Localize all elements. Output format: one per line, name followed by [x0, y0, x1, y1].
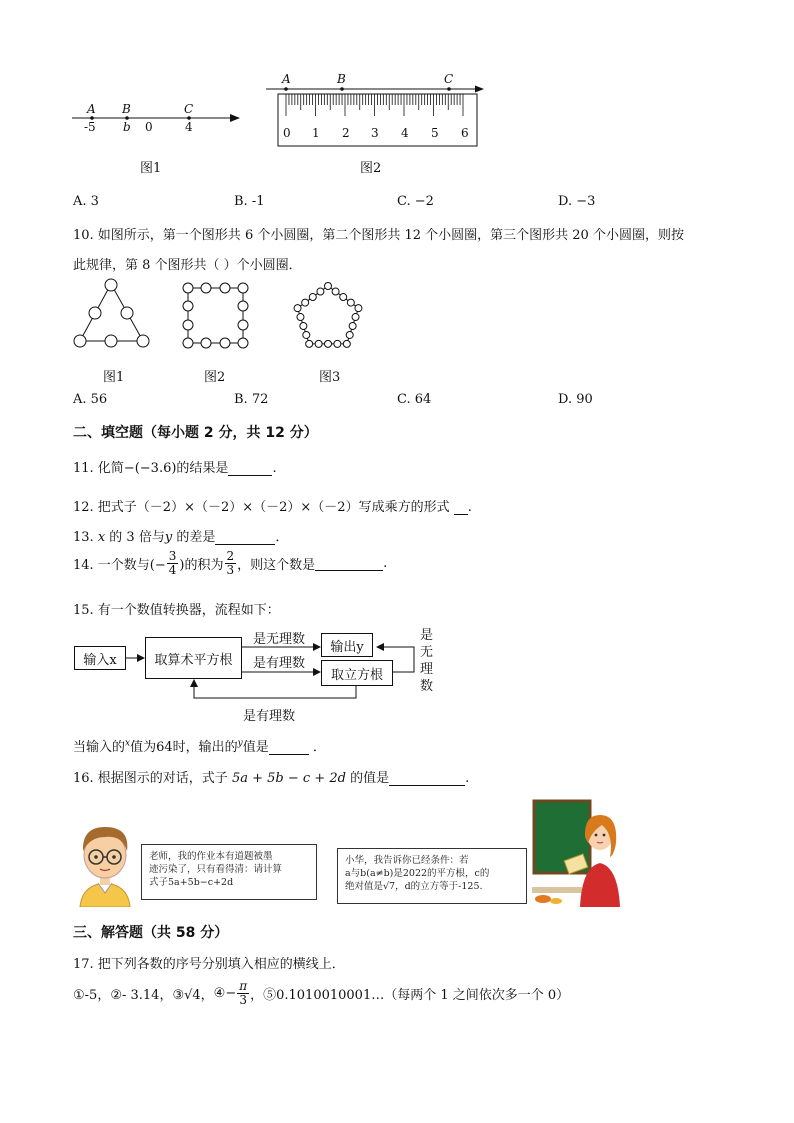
q10-caption-2: 图2	[204, 370, 226, 385]
q13-answer-blank[interactable]	[215, 531, 275, 545]
q13-var-x: x	[97, 530, 106, 545]
pentagon-circle	[347, 299, 354, 306]
question-13	[73, 526, 288, 545]
question-16: 16. 根据图示的对话，式子 5a + 5b − c + 2d 的值是 .	[73, 771, 470, 786]
pentagon-circle	[294, 305, 301, 312]
pentagon-circle	[303, 331, 310, 338]
q15-box-sqrt: 取算术平方根	[145, 637, 242, 679]
pentagon-circle	[306, 340, 313, 347]
q14-end: .	[383, 556, 388, 571]
q17-item-4: ④−	[213, 986, 237, 1001]
q11-expression: −(−3.6)	[123, 461, 177, 476]
pentagon-circle	[317, 288, 324, 295]
pentagon-circle	[325, 283, 332, 290]
fig1-label-c: C	[184, 102, 194, 116]
q15-title: 15. 有一个数值转换器，流程如下：	[73, 603, 280, 618]
pentagon-circle	[343, 340, 350, 347]
q10-figure-pentagon	[288, 280, 368, 354]
q10-caption-3: 图3	[319, 370, 341, 385]
fig1-label-a: A	[87, 102, 96, 116]
fig1-tick-four: 4	[185, 120, 193, 134]
pentagon-circle	[340, 294, 347, 301]
q9-option-c: C. −2	[397, 194, 434, 209]
teacher-illustration	[530, 795, 622, 907]
pentagon-circle	[346, 331, 353, 338]
q15-label-rational: 是有理数	[253, 656, 306, 671]
section-3-title: 三、解答题（共 58 分）	[73, 925, 229, 941]
q10-text-line2: 此规律，第 8 个图形共（ ）个小圆圈．	[73, 258, 302, 273]
q10-option-a: A. 56	[73, 392, 108, 407]
q12-answer-blank[interactable]	[454, 501, 468, 515]
fig2-label-a: A	[282, 72, 291, 86]
pentagon-circle	[309, 294, 316, 301]
q11-suffix: 的结果是	[176, 461, 229, 476]
pentagon-circle	[349, 323, 356, 330]
fig1-caption: 图1	[140, 161, 162, 176]
q15-label-right: 是 无 理 数	[420, 628, 434, 694]
ruler-tick-6: 6	[461, 126, 469, 140]
q16-expression: 5a + 5b − c + 2d	[231, 771, 346, 786]
fig2-label-c: C	[444, 72, 454, 86]
q15-label-irrational: 是无理数	[253, 632, 306, 647]
ruler-tick-3: 3	[371, 126, 379, 140]
q17-items	[73, 980, 569, 1007]
ruler-tick-0: 0	[283, 126, 291, 140]
q10-text-line1: 10. 如图所示，第一个图形共 6 个小圆圈，第二个图形共 12 个小圆圈，第三个图形共 20 个小圆圈，则按	[73, 228, 684, 243]
fig1-tick-b: b	[123, 120, 131, 134]
q12-end: .	[467, 500, 472, 515]
figure-1-number-line	[70, 95, 250, 145]
q14-mid: )的积为	[179, 558, 224, 573]
q13-prefix: 13.	[73, 530, 94, 545]
student-speech-bubble: 老师，我的作业本有道题被墨 迹污染了，只有看得清：请计算 式子5a+5b−c+2d	[141, 844, 317, 900]
fig1-tick-zero: 0	[145, 120, 153, 134]
pentagon-circle	[352, 314, 359, 321]
q15-box-input: 输入x	[74, 646, 126, 670]
q9-option-d: D. −3	[558, 194, 596, 209]
ruler-tick-1: 1	[312, 126, 320, 140]
pentagon-circle	[300, 323, 307, 330]
q11-end: .	[272, 461, 277, 476]
q10-option-b: B. 72	[234, 392, 269, 407]
pentagon-circle	[325, 340, 332, 347]
q17-item-3: ③√4，	[172, 988, 214, 1003]
q16-answer-blank[interactable]	[389, 772, 465, 786]
section-2-title: 二、填空题（每小题 2 分，共 12 分）	[73, 425, 318, 441]
q15-question: 当输入的$^x$值为64时，输出的$^y$值是 ．	[73, 738, 326, 755]
q11-prefix: 11. 化简	[73, 461, 124, 476]
q15-box-output: 输出y	[321, 633, 373, 657]
question-12	[73, 496, 472, 515]
q14-prefix: 14. 一个数与(−	[73, 558, 166, 573]
q15-answer-blank[interactable]	[269, 741, 309, 755]
q10-figure-square	[178, 280, 254, 352]
pentagon-circle	[315, 340, 322, 347]
pentagon-circle	[297, 314, 304, 321]
q9-option-a: A. 3	[73, 194, 99, 209]
ruler-tick-4: 4	[401, 126, 409, 140]
q14-fraction-3-4: $\frac{3}{4}$	[168, 549, 177, 577]
student-boy-illustration	[72, 815, 138, 907]
pentagon-circle	[332, 288, 339, 295]
question-11	[73, 457, 277, 476]
ruler-tick-2: 2	[342, 126, 350, 140]
q10-option-d: D. 90	[558, 392, 593, 407]
pentagon-circle	[334, 340, 341, 347]
ruler-tick-5: 5	[431, 126, 439, 140]
q12-text: 12. 把式子（－2）×（－2）×（－2）×（－2）写成乘方的形式	[73, 500, 450, 515]
q14-answer-blank[interactable]	[315, 557, 383, 571]
teacher-speech-bubble: 小华，我告诉你已经条件：若 a与b(a≠b)是2022的平方根，c的 绝对值是√7，d的立方等于-125.	[337, 848, 527, 904]
q17-fraction-pi-3: $\frac{\pi}{3}$	[239, 979, 248, 1007]
q14-suffix: ，则这个数是	[237, 558, 316, 573]
pentagon-circle	[302, 299, 309, 306]
pentagon-circle	[355, 305, 362, 312]
q13-end: ．	[275, 530, 289, 545]
fig2-caption: 图2	[360, 161, 382, 176]
question-14	[73, 550, 387, 577]
q10-option-c: C. 64	[397, 392, 432, 407]
q13-suffix: 的差是	[172, 530, 216, 545]
fig2-label-b: B	[337, 72, 346, 86]
q10-figure-triangle	[68, 276, 158, 351]
q11-answer-blank[interactable]	[228, 462, 272, 476]
fig1-tick-minus5: -5	[84, 120, 96, 134]
q17-item-1: ①-5，	[73, 988, 111, 1003]
q15-label-bottom: 是有理数	[243, 709, 296, 724]
q17-item-5: ，⑤0.1010010001…（每两个 1 之间依次多一个 0）	[250, 988, 570, 1003]
q9-option-b: B. -1	[234, 194, 265, 209]
fig1-label-b: B	[122, 102, 131, 116]
q17-item-2: ②- 3.14，	[110, 988, 173, 1003]
q17-text: 17. 把下列各数的序号分别填入相应的横线上．	[73, 957, 345, 972]
q13-var-y: y	[164, 530, 173, 545]
q10-caption-1: 图1	[103, 370, 125, 385]
q13-mid: 的 3 倍与	[105, 530, 165, 545]
q15-box-cbrt: 取立方根	[321, 660, 393, 686]
q14-fraction-2-3: $\frac{2}{3}$	[226, 549, 235, 577]
